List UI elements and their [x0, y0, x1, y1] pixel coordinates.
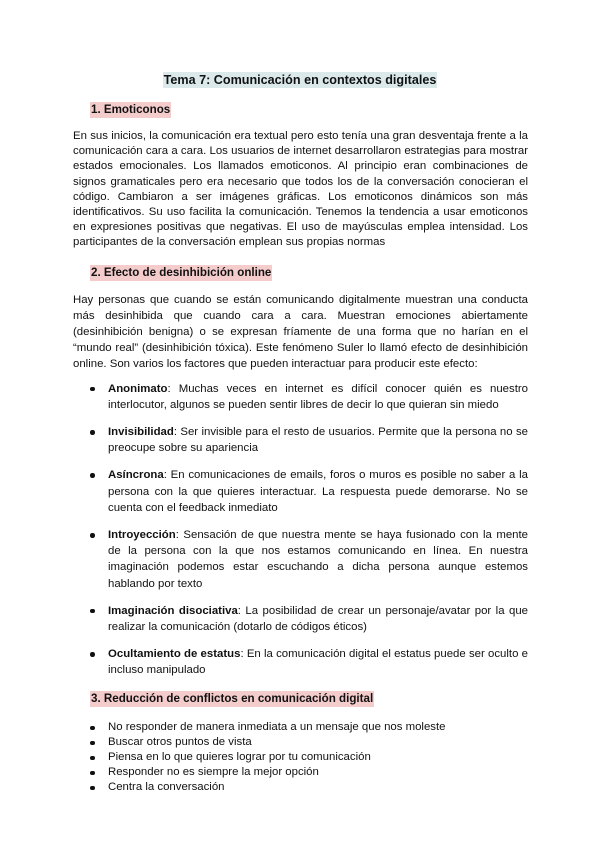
list-item: Piensa en lo que quieres lograr por tu comunicación [73, 750, 528, 765]
list-item: Anonimato: Muchas veces en internet es difícil conocer quién es nuestro interlocutor, algunos se pueden sentir libres de decir lo que quieran sin miedo [73, 381, 528, 413]
paragraph-desinhibicion: Hay personas que cuando se están comunicando digitalmente muestran una conducta más desinhibida que cuando cara a cara. Muestran emociones abiertamente (desinhibición benigna) o se expresan fríamente de una forma que no harían en el “mundo real” (desinhibición tóxica). Este fenómeno Suler lo llamó efecto de desinhibición online. Son varios los factores que pueden interactuar para producir este efecto: [73, 293, 528, 371]
document-title: Tema 7: Comunicación en contextos digitales [163, 73, 437, 87]
list-item: Invisibilidad: Ser invisible para el resto de usuarios. Permite que la persona no se preocupe sobre su apariencia [73, 424, 528, 456]
list-item: Responder no es siempre la mejor opción [73, 765, 528, 780]
paragraph-emoticonos: En sus inicios, la comunicación era textual pero esto tenía una gran desventaja frente a la comunicación cara a cara. Los usuarios de internet desarrollaron estrategias para mostrar estados emocionales. Los llamados emoticonos. Al principio eran combinaciones de signos gramaticales pero era necesario que todos los de la conversación conocieran el código. Cambiaron a ser imágenes gráficas. Los emoticonos dinámicos son más identificativos. Su uso facilita la comunicación. Tenemos la tendencia a usar emoticonos en expresiones positivas que negativas. El uso de mayúsculas emplea intensidad. Los participantes de la conversación emplean sus propias normas [73, 130, 528, 249]
section-heading-reduccion-conflictos: 3. Reducción de conflictos en comunicación digital [91, 691, 374, 705]
list-item: No responder de manera inmediata a un mensaje que nos moleste [73, 720, 528, 735]
list-item: Centra la conversación [73, 780, 528, 795]
section-heading-desinhibicion: 2. Efecto de desinhibición online [91, 265, 272, 279]
list-item: Imaginación disociativa: La posibilidad de crear un personaje/avatar por la que realizar la comunicación (dotarlo de códigos éticos) [73, 603, 528, 635]
section-heading-emoticonos: 1. Emoticonos [91, 103, 171, 116]
factors-list [73, 381, 528, 679]
conflict-tips-list [73, 720, 528, 795]
list-item: Asíncrona: En comunicaciones de emails, foros o muros es posible no saber a la persona con la que quieres interactuar. La respuesta puede demorarse. No se cuenta con el feedback inmediato [73, 467, 528, 516]
list-item: Buscar otros puntos de vista [73, 735, 528, 750]
list-item: Ocultamiento de estatus: En la comunicación digital el estatus puede ser oculto e incluso manipulado [73, 646, 528, 678]
list-item: Introyección: Sensación de que nuestra mente se haya fusionado con la mente de la persona con la que nos estamos comunicando en línea. En nuestra imaginación podemos estar escuchando a dicha persona aunque estemos hablando por texto [73, 527, 528, 592]
